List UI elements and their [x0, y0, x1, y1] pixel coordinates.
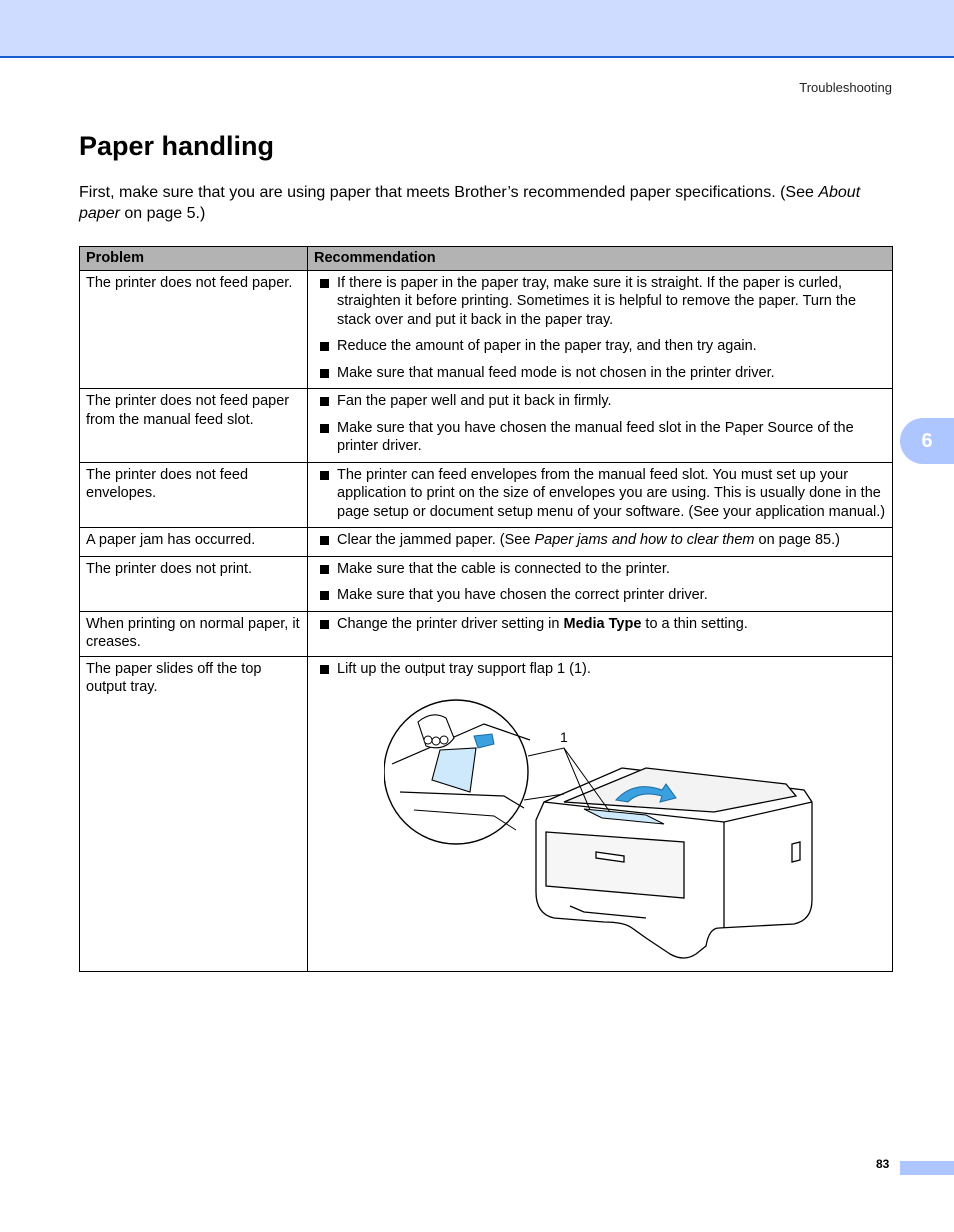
table-row [80, 389, 893, 463]
recommendation-item: Change the printer driver setting in Media Type to a thin setting. [314, 615, 886, 634]
recommendation-item: Clear the jammed paper. (See Paper jams and how to clear them on page 85.) [314, 531, 886, 550]
table-row [80, 656, 893, 972]
table-row [80, 528, 893, 557]
problem-cell: A paper jam has occurred. [80, 528, 308, 557]
header-recommendation: Recommendation [308, 247, 893, 271]
printer-support-flap-illustration [384, 692, 824, 967]
table-header-row [80, 247, 893, 271]
recommendation-cell [308, 389, 893, 463]
problem-cell: The printer does not feed paper from the manual feed slot. [80, 389, 308, 463]
square-bullet-icon [320, 591, 329, 600]
square-bullet-icon [320, 665, 329, 674]
intro-text-2: on page 5.) [119, 205, 206, 222]
problem-cell: The printer does not feed envelopes. [80, 462, 308, 528]
problem-cell: When printing on normal paper, it creases. [80, 611, 308, 656]
table-row [80, 270, 893, 389]
page-title: Paper handling [79, 131, 275, 161]
square-bullet-icon [320, 369, 329, 378]
recommendation-item: Make sure that the cable is connected to the printer. [314, 560, 886, 579]
problem-cell: The printer does not feed paper. [80, 270, 308, 389]
square-bullet-icon [320, 397, 329, 406]
problem-cell: The printer does not print. [80, 556, 308, 611]
recommendation-cell [308, 556, 893, 611]
magnifier-detail [384, 700, 530, 844]
header-problem: Problem [80, 247, 308, 271]
table-row [80, 462, 893, 528]
recommendation-item: Lift up the output tray support flap 1 (1). [314, 660, 886, 679]
square-bullet-icon [320, 471, 329, 480]
square-bullet-icon [320, 536, 329, 545]
recommendation-cell [308, 528, 893, 557]
page-number: 83 [876, 1157, 890, 1171]
top-band [0, 0, 954, 58]
table-row [80, 611, 893, 656]
recommendation-cell [308, 462, 893, 528]
table-row [80, 556, 893, 611]
recommendation-cell [308, 656, 893, 972]
problem-cell: The paper slides off the top output tray. [80, 656, 308, 972]
square-bullet-icon [320, 620, 329, 629]
recommendation-item: Reduce the amount of paper in the paper tray, and then try again. [314, 337, 886, 356]
callout-number: 1 [560, 729, 568, 745]
recommendation-cell [308, 270, 893, 389]
recommendation-item: Make sure that you have chosen the correct printer driver. [314, 586, 886, 605]
recommendation-item: The printer can feed envelopes from the manual feed slot. You must set up your application to print on the size of envelopes you are using. This is usually done in the page setup or document setup menu of your software. (See your application manual.) [314, 466, 886, 522]
media-type-setting: Media Type [563, 615, 642, 632]
square-bullet-icon [320, 424, 329, 433]
about-paper-reference: About paper [79, 184, 861, 222]
running-head: Troubleshooting [799, 80, 892, 95]
recommendation-item: Fan the paper well and put it back in firmly. [314, 392, 886, 411]
recommendation-item: Make sure that manual feed mode is not chosen in the printer driver. [314, 364, 886, 383]
paper-jams-reference: Paper jams and how to clear them [534, 532, 755, 548]
chapter-tab: 6 [900, 418, 954, 464]
recommendation-item: Make sure that you have chosen the manual feed slot in the Paper Source of the printer driver. [314, 419, 886, 456]
page-number-band [900, 1161, 954, 1175]
recommendation-cell [308, 611, 893, 656]
intro-text-1: First, make sure that you are using paper that meets Brother’s recommended paper specifications. (See [79, 184, 819, 201]
recommendation-item: If there is paper in the paper tray, make sure it is straight. If the paper is curled, straighten it before printing. Sometimes it is helpful to remove the paper. Turn the stack over and put it back in the paper tray. [314, 274, 886, 330]
square-bullet-icon [320, 279, 329, 288]
square-bullet-icon [320, 565, 329, 574]
square-bullet-icon [320, 342, 329, 351]
troubleshooting-table [79, 246, 893, 972]
intro-paragraph [79, 182, 879, 224]
